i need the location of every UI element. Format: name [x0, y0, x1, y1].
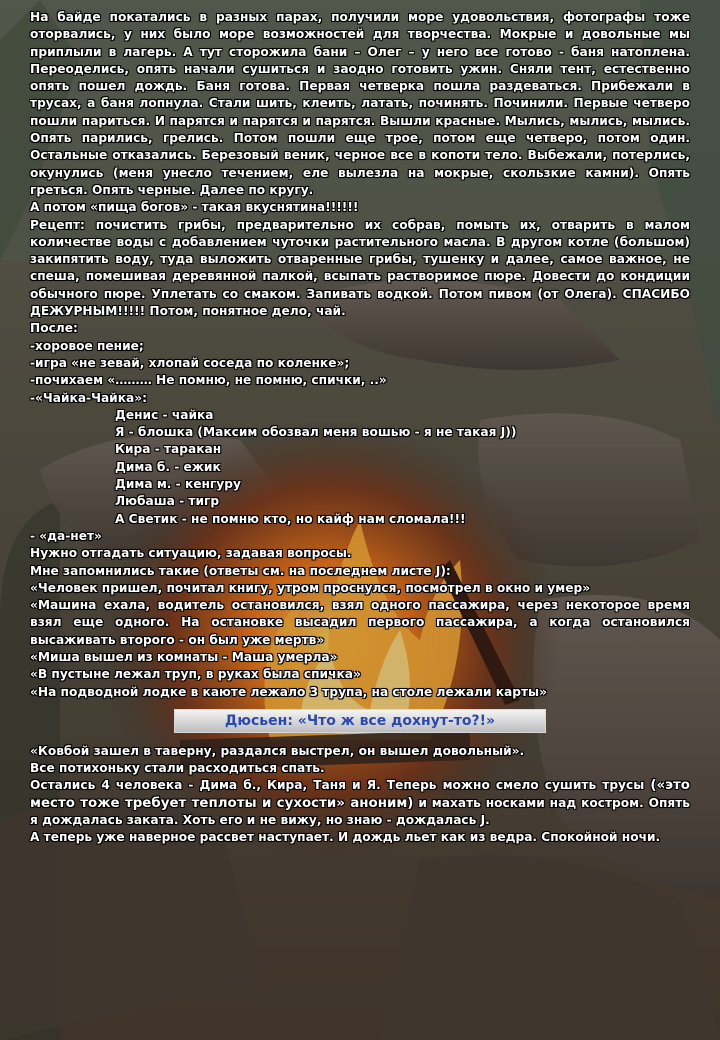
after-item-1: -хоровое пение;	[30, 338, 144, 353]
seagull-item-6: Любаша - тигр	[115, 494, 220, 509]
after-item-4: -«Чайка-Чайка»:	[30, 390, 147, 405]
after-item-2: -игра «не зевай, хлопай соседа по коленке»;	[30, 355, 350, 370]
seagull-item-3: Кира - таракан	[115, 442, 222, 457]
yes-no-intro-1: Нужно отгадать ситуацию, задавая вопросы.	[30, 546, 352, 561]
yes-no-title: - «да-нет»	[30, 528, 102, 543]
seagull-item-5: Дима м. - кенгуру	[115, 477, 241, 492]
riddle-2: «Машина ехала, водитель остановился, взял одного пассажира, через некоторое время взял еще одного. На остановке высадил первого пассажира, а когда остановился высаживать второго - он был уже мертв»	[30, 598, 690, 647]
paragraph-drying	[30, 777, 690, 829]
riddle-3: «Миша вышел из комнаты - Маша умерла»	[30, 649, 338, 664]
riddle-1: «Человек пришел, почитал книгу, утром проснулся, посмотрел в окно и умер»	[30, 580, 591, 595]
quote-box: Дюсьен: «Что ж все дохнут-то?!»	[174, 709, 546, 733]
paragraph-final: А теперь уже наверное рассвет наступает. И дождь льет как из ведра. Спокойной ночи.	[30, 830, 661, 845]
paragraph-boat-and-banya: На байде покатались в разных парах, получили море удовольствия, фотографы тоже оторвались, у них было море возможностей для творчества. Мокрые и довольные мы приплыли в лагерь. А тут сторожила бани – Олег – у него все готово - баня натоплена. Переоделись, опять начали сушиться и заодно готовить ужин. Сняли тент, естественно опять пошел дождь. Баня готова. Первая четверка пошла раздеваться. Прибежали в трусах, а баня лопнула. Стали шить, клеить, латать, починять. Починили. Первые четверо пошли париться. И парятся и парятся и парятся. Вышли красные. Мылись, мылись, мылись. Опять парились, грелись. Потом пошли еще трое, потом еще четверо, потом один. Остальные отказались. Березовый веник, черное все в копоти тело. Выбежали, потерлись, окунулись (меня унесло течением, еле вылезла на мокрые, скользкие камни). Опять греться. Опять черные. Далее по кругу.	[30, 10, 690, 197]
yes-no-intro-2: Мне запомнились такие (ответы см. на последнем листе J):	[30, 563, 451, 578]
after-title: После:	[30, 321, 78, 336]
paragraph-drying-end: и махать носками над костром. Опять я дождалась заката. Хоть его и не вижу, но знаю - дождалась J.	[30, 795, 690, 828]
after-riddles-text: Все потихоньку стали расходиться спать.	[30, 761, 325, 776]
paragraph-recipe: Рецепт: почистить грибы, предварительно их собрав, помыть их, отварить в малом количестве воды с добавлением чуточки растительного масла. В другом котле (большом) закипятить воду, туда выложить отваренные грибы, тушенку и далее, самое важное, не спеша, помешивая деревянной палкой, всыпать растворимое пюре. Довести до кондиции обычного пюре. Уплетать со смаком. Запивать водкой. Потом пивом (от Олега). СПАСИБО ДЕЖУРНЫМ!!!!! Потом, понятное дело, чай.	[30, 217, 690, 319]
paragraph-drying-start: Остались 4 человека - Дима б., Кира, Таня и Я. Теперь можно смело сушить трусы	[30, 778, 651, 793]
seagull-item-2: Я - блошка (Максим обозвал меня вошью - я не такая J))	[115, 425, 517, 440]
seagull-item-1: Денис - чайка	[115, 407, 214, 422]
riddle-5: «На подводной лодке в каюте лежало 3 трупа, на столе лежали карты»	[30, 684, 547, 699]
seagull-item-7: А Светик - не помню кто, но кайф нам сломала!!!	[115, 511, 466, 526]
paragraph-food-of-gods: А потом «пища богов» - такая вкуснятина!!!!!!	[30, 200, 359, 215]
after-item-3: -почихаем «……… Не помню, не помню, спички, ..»	[30, 373, 387, 388]
riddle-4: «В пустыне лежал труп, в руках была спичка»	[30, 667, 361, 682]
riddle-6: «Ковбой зашел в таверну, раздался выстрел, он вышел довольный».	[30, 743, 525, 758]
anonymous-quote: («это место тоже требует теплоты и сухости» аноним)	[30, 778, 690, 811]
seagull-item-4: Дима б. - ежик	[115, 459, 221, 474]
